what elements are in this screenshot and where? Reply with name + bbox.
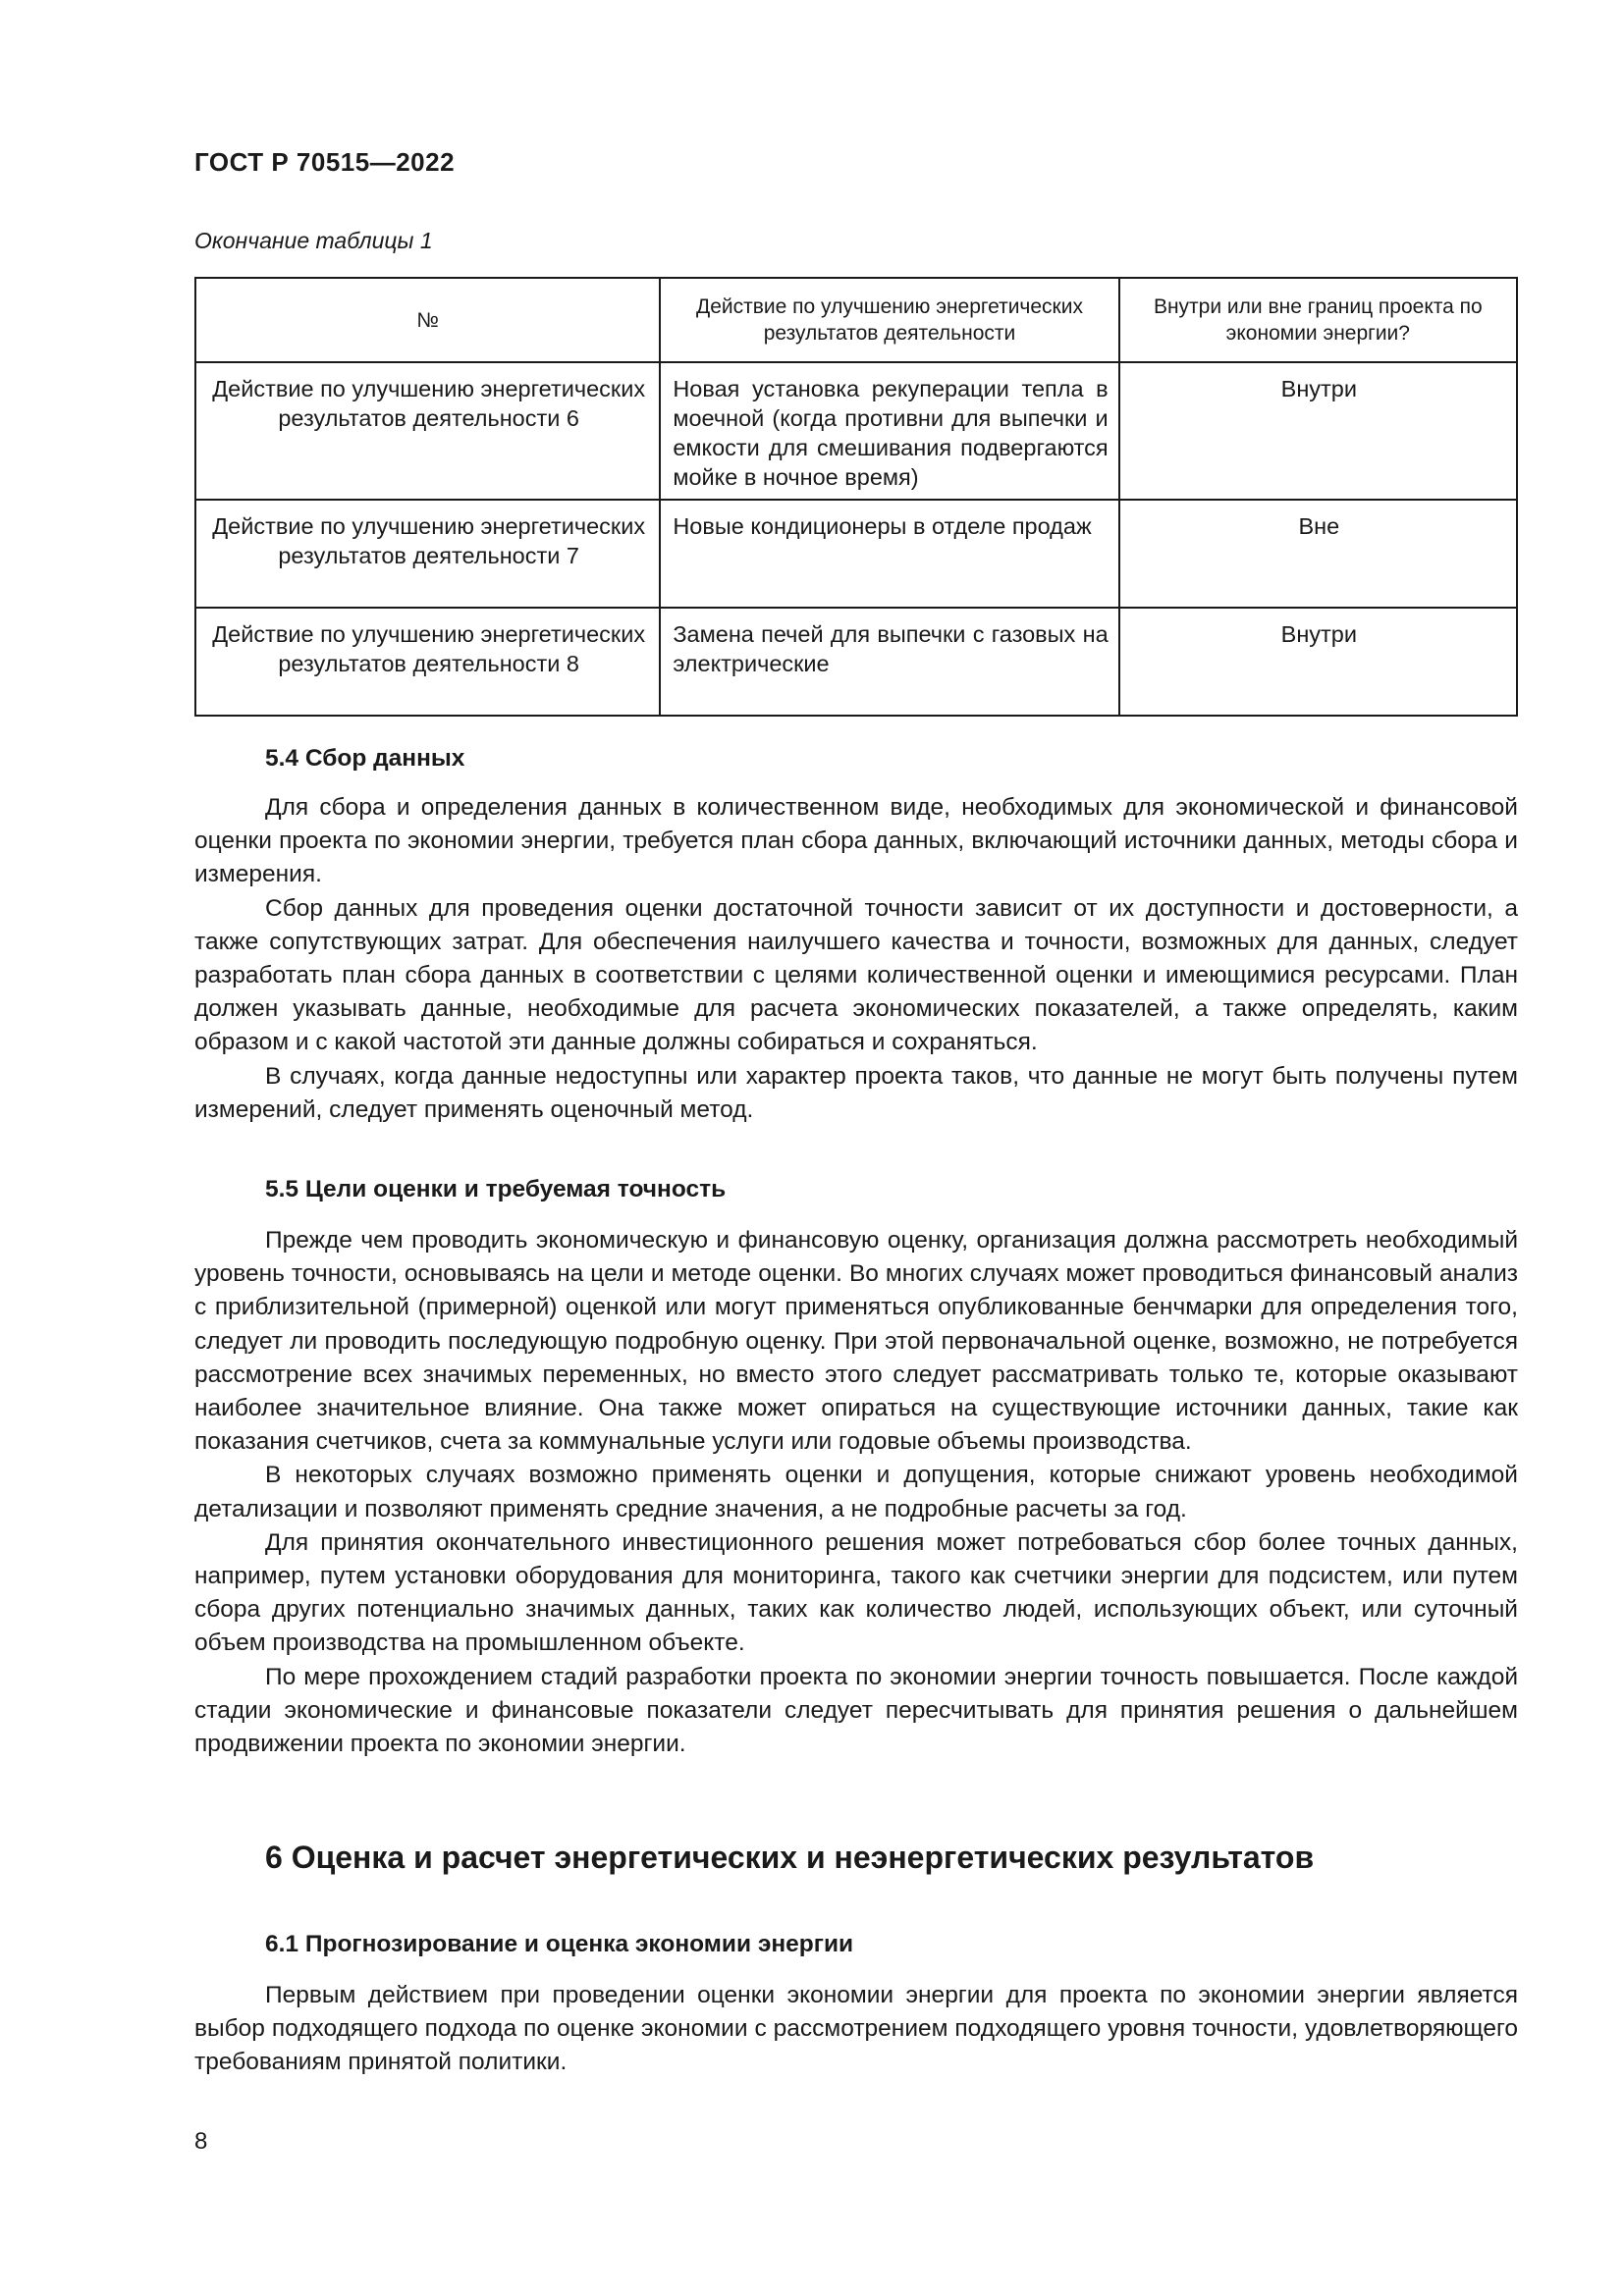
table-1 <box>194 277 1518 717</box>
section-heading: 5.4 Сбор данных <box>265 745 465 772</box>
section-6-1 <box>194 1930 1518 2080</box>
table-cell: Новая установка рекуперации тепла в моечной (когда противни для выпечки и емкости для смешивания подвергаются мойке в ночное время) <box>660 362 1118 500</box>
paragraph: Прежде чем проводить экономическую и финансовую оценку, организация должна рассмотреть необходимый уровень точности, основываясь на цели и методе оценки. Во многих случаях может проводиться финансовый анализ с приблизительной (примерной) оценкой или могут применяться опубликованные бенчмарки для определения того, следует ли проводить последующую подробную оценку. При этой первоначальной оценке, возможно, не потребуется рассмотрение всех значимых переменных, но вместо этого следует рассматривать только те, которые оказывают наиболее значительное влияние. Она также может опираться на существующие источники данных, такие как показания счетчиков, счета за коммунальные услуги или годовые объемы производства. <box>194 1227 1518 1456</box>
paragraph: В некоторых случаях возможно применять оценки и допущения, которые снижают уровень необходимой детализации и позволяют применять средние значения, а не подробные расчеты за год. <box>194 1462 1518 1522</box>
table-row <box>195 500 1517 608</box>
table-cell: Новые кондиционеры в отделе продаж <box>660 500 1118 608</box>
table-cell: Вне <box>1119 500 1517 608</box>
paragraph: Для принятия окончательного инвестиционного решения может потребоваться сбор более точных данных, например, путем установки оборудования для мониторинга, такого как счетчики энергии для подсистем, или путем сбора других потенциально значимых данных, таких как количество людей, использующих объект, или суточный объем производства на промышленном объекте. <box>194 1528 1518 1657</box>
table-header-cell: Действие по улучшению энергетических результатов деятельности <box>660 278 1118 362</box>
table-cell: Действие по улучшению энергетических результатов деятельности 6 <box>195 362 660 500</box>
table-continuation-label: Окончание таблицы 1 <box>194 228 433 253</box>
paragraph: В случаях, когда данные недоступны или характер проекта таков, что данные не могут быть получены путем измерений, следует применять оценочный метод. <box>194 1062 1518 1123</box>
table-cell: Внутри <box>1119 362 1517 500</box>
table-row <box>195 362 1517 500</box>
table-cell: Действие по улучшению энергетических результатов деятельности 7 <box>195 500 660 608</box>
paragraph: Первым действием при проведении оценки экономии энергии для проекта по экономии энергии является выбор подходящего подхода по оценке экономии с рассмотрением подходящего уровня точности, удовлетворяющего требованиям принятой политики. <box>194 1982 1518 2076</box>
table-row <box>195 608 1517 716</box>
paragraph: Сбор данных для проведения оценки достаточной точности зависит от их доступности и достоверности, а также сопутствующих затрат. Для обеспечения наилучшего качества и точности, возможных для данных, следует разработать план сбора данных в соответствии с целями количественной оценки и имеющимися ресурсами. План должен указывать данные, необходимые для расчета экономических показателей, а также определять, каким образом и с какой частотой эти данные должны собираться и сохраняться. <box>194 894 1518 1056</box>
paragraph: Для сбора и определения данных в количественном виде, необходимых для экономической и финансовой оценки проекта по экономии энергии, требуется план сбора данных, включающий источники данных, методы сбора и измерения. <box>194 794 1518 888</box>
page-number: 8 <box>194 2128 208 2155</box>
document-code: ГОСТ Р 70515—2022 <box>194 147 456 177</box>
table-cell: Действие по улучшению энергетических результатов деятельности 8 <box>195 608 660 716</box>
paragraph: По мере прохождением стадий разработки проекта по экономии энергии точность повышается. После каждой стадии экономические и финансовые показатели следует пересчитывать для принятия решения о дальнейшем продвижении проекта по экономии энергии. <box>194 1663 1518 1758</box>
table-header-cell: Внутри или вне границ проекта по экономии энергии? <box>1119 278 1517 362</box>
section-5-4 <box>194 744 1518 1127</box>
section-heading: 5.5 Цели оценки и требуемая точность <box>265 1176 727 1202</box>
table-cell: Замена печей для выпечки с газовых на электрические <box>660 608 1118 716</box>
table-header-row <box>195 278 1517 362</box>
section-5-5 <box>194 1175 1518 1761</box>
table-header-cell: № <box>195 278 660 362</box>
section-heading: 6.1 Прогнозирование и оценка экономии энергии <box>265 1931 854 1957</box>
chapter-heading: 6 Оценка и расчет энергетических и неэнергетических результатов <box>265 1840 1315 1875</box>
section-6 <box>194 1838 1518 1877</box>
table-cell: Внутри <box>1119 608 1517 716</box>
